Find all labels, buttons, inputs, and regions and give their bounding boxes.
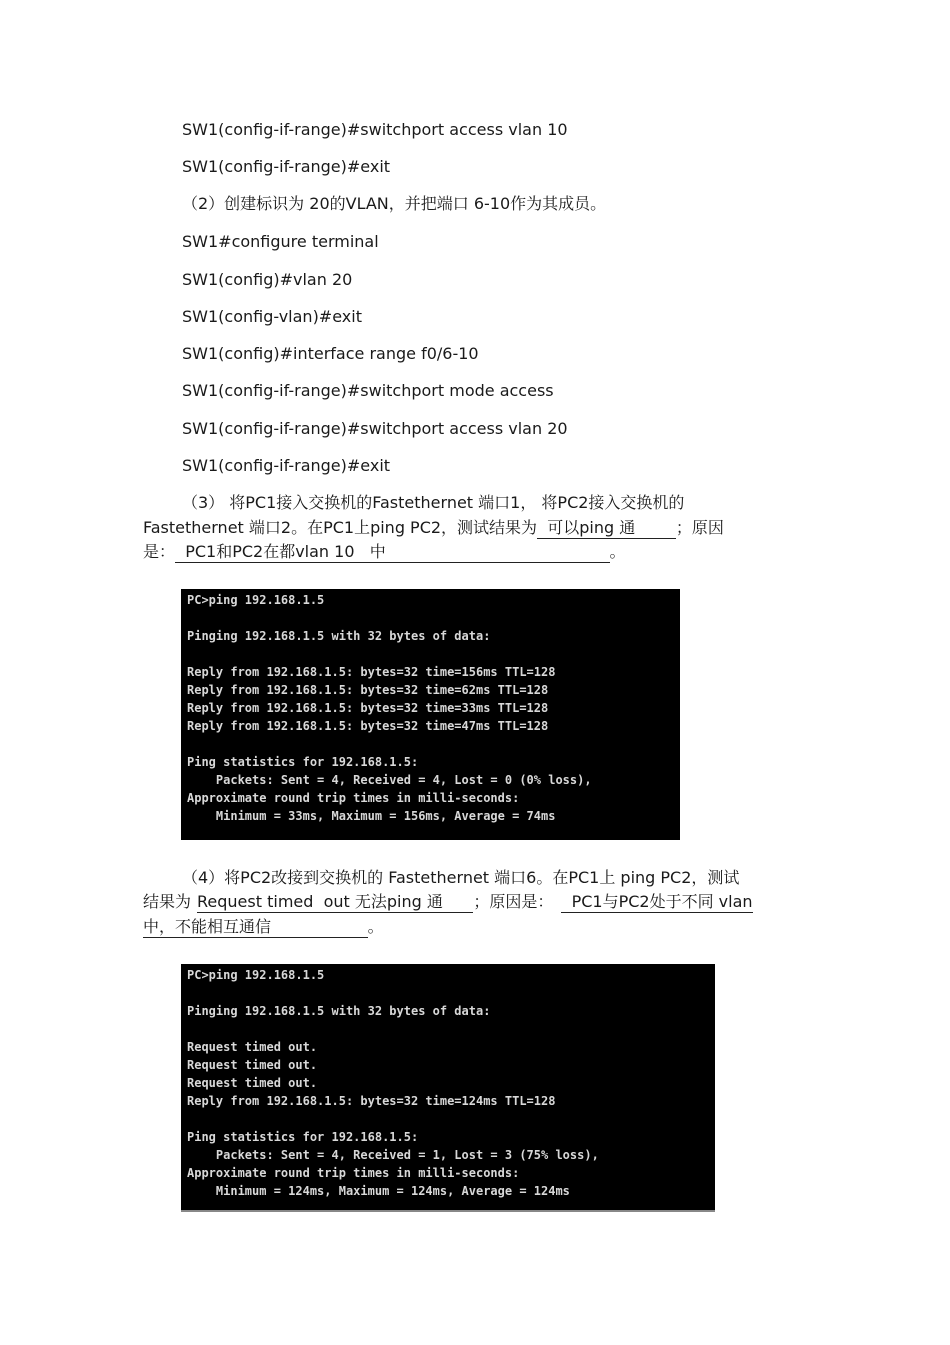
command-line: SW1(config)#interface range f0/6-10 [182,344,479,363]
terminal-line: Approximate round trip times in milli-seconds: [187,791,520,805]
terminal-line [187,1110,715,1128]
terminal-line: Minimum = 124ms, Maximum = 124ms, Average = 124ms [187,1184,570,1198]
step3-line3 [143,541,626,563]
terminal-line [187,1020,715,1038]
ping-terminal-success [181,589,680,840]
step4-reason-answer-cont: 中，不能相互通信 [143,917,368,936]
terminal-line: Pinging 192.168.1.5 with 32 bytes of data: [187,629,491,643]
command-line: SW1(config-vlan)#exit [182,307,362,326]
command-line: SW1(config-if-range)#exit [182,456,391,475]
terminal-line: PC>ping 192.168.1.5 [187,968,325,982]
terminal-line: Reply from 192.168.1.5: bytes=32 time=33ms TTL=128 [187,701,549,715]
step4-reason-answer: PC1与PC2处于不同 vlan [561,892,753,911]
terminal-line: Packets: Sent = 4, Received = 4, Lost = 0 (0% loss), [187,773,592,787]
step4-line2 [143,891,753,913]
terminal-line: Minimum = 33ms, Maximum = 156ms, Average = 74ms [187,809,556,823]
command-line: SW1(config-if-range)#switchport mode access [182,381,554,400]
command-line: SW1#configure terminal [182,232,379,251]
terminal-line [187,984,715,1002]
step3-text: 。 [609,542,626,561]
command-line: SW1(config-if-range)#switchport access vlan 10 [182,120,568,139]
step3-line2 [143,517,724,539]
terminal-line: Packets: Sent = 4, Received = 1, Lost = 3 (75% loss), [187,1148,599,1162]
step-heading: （2）创建标识为 20的VLAN，并把端口 6-10作为其成员。 [182,194,607,213]
terminal-line: Approximate round trip times in milli-seconds: [187,1166,520,1180]
terminal-line: Request timed out. [187,1076,318,1090]
terminal-line: Request timed out. [187,1058,318,1072]
step4-result-answer: Request timed out 无法ping 通 [197,892,474,911]
terminal-line: PC>ping 192.168.1.5 [187,593,325,607]
terminal-line [187,609,680,627]
step4-text: ；原因是： [473,892,554,911]
step3-reason-answer: PC1和PC2在都vlan 10 中 [175,542,610,561]
terminal-line: Reply from 192.168.1.5: bytes=32 time=124ms TTL=128 [187,1094,556,1108]
terminal-line: Reply from 192.168.1.5: bytes=32 time=47ms TTL=128 [187,719,549,733]
step4-line1: （4）将PC2改接到交换机的 Fastethernet 端口6。在PC1上 ping PC2，测试 [182,868,740,887]
command-line: SW1(config-if-range)#exit [182,157,391,176]
ping-terminal-timeout [181,964,715,1212]
terminal-line: Reply from 192.168.1.5: bytes=32 time=156ms TTL=128 [187,665,556,679]
terminal-line [187,645,680,663]
terminal-line: Pinging 192.168.1.5 with 32 bytes of data: [187,1004,491,1018]
command-line: SW1(config-if-range)#switchport access vlan 20 [182,419,568,438]
step4-line3 [143,916,384,938]
command-line: SW1(config)#vlan 20 [182,270,353,289]
terminal-line: Request timed out. [187,1040,318,1054]
step3-text: ；原因 [675,518,724,537]
step3-text: 是： [143,542,176,561]
terminal-line [187,735,680,753]
terminal-line: Ping statistics for 192.168.1.5: [187,1130,419,1144]
step3-result-answer: 可以ping 通 [537,518,676,537]
step3-text: Fastethernet 端口2。在PC1上ping PC2，测试结果为 [143,518,538,537]
step4-text: 结果为 [143,892,192,911]
terminal-line: Reply from 192.168.1.5: bytes=32 time=62ms TTL=128 [187,683,549,697]
terminal-line: Ping statistics for 192.168.1.5: [187,755,419,769]
step3-line1: （3） 将PC1接入交换机的Fastethernet 端口1， 将PC2接入交换机的 [182,493,685,512]
step4-text: 。 [367,917,384,936]
